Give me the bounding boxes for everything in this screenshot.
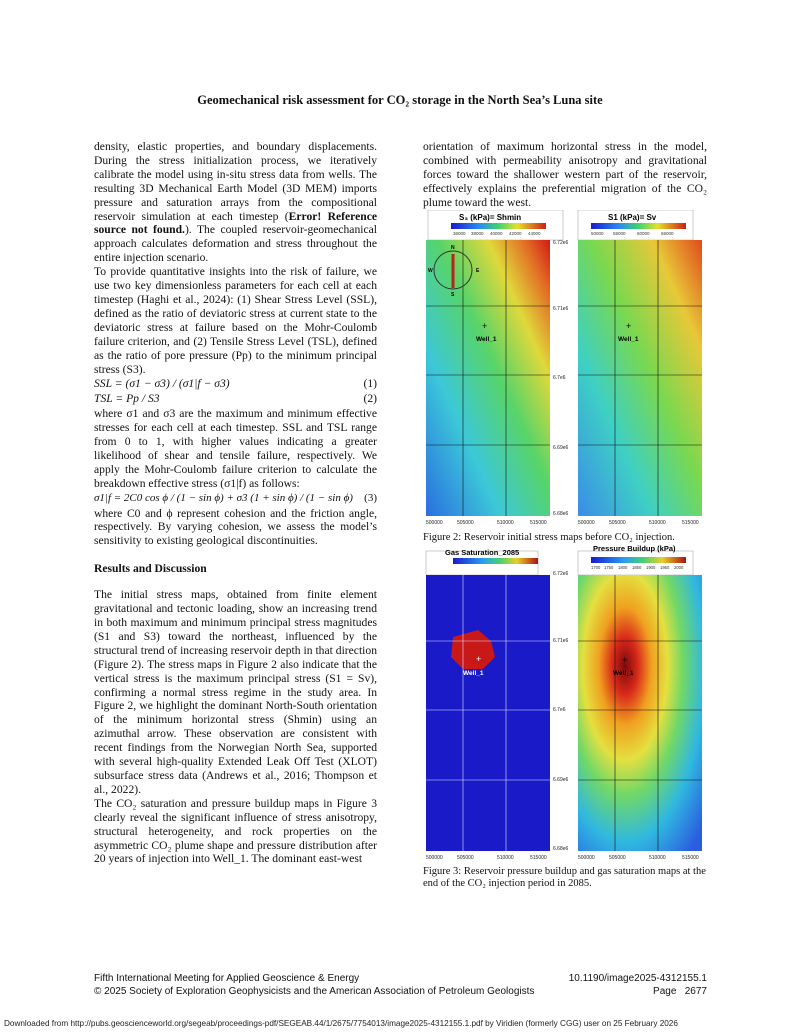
figure-3-maps xyxy=(423,545,713,863)
paragraph-mem xyxy=(94,140,377,265)
paragraph-plume-migration: orientation of maximum horizontal stress in the model, combined with permeability anisotropy and gravitational forces toward the shallower western part of the reservoir, effectively explains the preferential migration of the CO₂ plume toward the west. xyxy=(423,140,707,209)
equation-3 xyxy=(94,492,377,506)
equation-2-number: (2) xyxy=(363,392,377,406)
fig3-right-tick: 1950 xyxy=(660,565,670,570)
figure-2-maps xyxy=(423,210,713,528)
fig2-left-well-label: Well_1 xyxy=(476,336,497,343)
equation-2-body: TSL = Pp / S3 xyxy=(94,392,160,406)
fig3-ytick: 6.7e6 xyxy=(553,707,566,713)
fig3-xtick: 505000 xyxy=(609,855,626,861)
fig2-xtick: 515000 xyxy=(682,520,699,526)
fig2-left-tick: 38000 xyxy=(471,231,484,236)
equation-2 xyxy=(94,392,377,406)
footer-page xyxy=(653,986,707,999)
fig2-right-well-label: Well_1 xyxy=(618,336,639,343)
fig3-xtick: 510000 xyxy=(497,855,514,861)
left-column xyxy=(94,140,377,866)
fig2-ytick: 6.7e6 xyxy=(553,375,566,381)
paragraph-mem-b: ). The coupled reservoir-geomechanical approach calculates deformation and stress throughout the entire injection scenario. xyxy=(94,223,377,265)
fig3-right-tick: 2000 xyxy=(674,565,684,570)
fig3-right-well-label: Well_1 xyxy=(613,670,634,677)
fig3-xtick: 500000 xyxy=(426,855,443,861)
fig3-xtick: 505000 xyxy=(457,855,474,861)
well-marker: + xyxy=(476,654,482,664)
fig2-xtick: 505000 xyxy=(609,520,626,526)
footer-conference: Fifth International Meeting for Applied Geoscience & Energy xyxy=(94,973,360,984)
figure-3-caption: Figure 3: Reservoir pressure buildup and gas saturation maps at the end of the CO₂ injection period in 2085. xyxy=(423,866,706,889)
footer-copyright: © 2025 Society of Exploration Geophysicists and the American Association of Petroleum Geologists xyxy=(94,986,535,997)
equation-3-number: (3) xyxy=(364,491,377,504)
fig3-left-title: Gas Saturation_2085 xyxy=(445,548,520,557)
fig2-ytick: 6.71e6 xyxy=(553,306,569,312)
fig3-ytick: 6.72e6 xyxy=(553,571,569,577)
fig2-xtick: 505000 xyxy=(457,520,474,526)
section-heading: Results and Discussion xyxy=(94,562,207,576)
fig3-right-tick: 1900 xyxy=(646,565,656,570)
right-column-text xyxy=(423,140,707,210)
figure-2-caption: Figure 2: Reservoir initial stress maps before CO₂ injection. xyxy=(423,532,675,543)
paragraph-cohesion: where C0 and ϕ represent cohesion and the friction angle, respectively. By varying cohesion, we assess the model’s sensitivity to existing geological discontinuities. xyxy=(94,506,377,548)
equation-1 xyxy=(94,377,377,391)
fig2-left-tick: 36000 xyxy=(453,231,466,236)
reference-error: Error! Reference source not found. xyxy=(94,209,377,237)
paper-title: Geomechanical risk assessment for CO₂ storage in the North Sea’s Luna site xyxy=(197,93,603,107)
equation-1-body: SSL = (σ1 − σ3) / (σ1|f − σ3) xyxy=(94,377,230,391)
well-marker: + xyxy=(482,321,488,331)
figure-3 xyxy=(423,545,713,863)
paragraph-co2-saturation: The CO₂ saturation and pressure buildup maps in Figure 3 clearly reveal the significant influence of stress anisotropy, structural heterogeneity, and rock properties on the asymmetric CO₂ plume shape and pressure distribution after 20 years of injection into Well_1. The dominant east-west xyxy=(94,796,377,866)
paragraph-stress-maps: The initial stress maps, obtained from finite element gravitational and tectonic loading, show an increasing trend in both maximum and minimum principal stress magnitudes (S1 and S3) toward the northeast, influenced by the structural trend of increasing reservoir depth in that direction (Figure 2). The stress maps in Figure 2 also indicate that the vertical stress is the maximum principal stress (S1 = Sv), confirming a normal stress regime in the study area. In Figure 2, we highlight the dominant North-South orientation of the minimum horizontal stress (Shmin) using an azimuthal arrow. These observation are consistent with recent findings from the Norwegian North Sea, supported with several high-quality Extended Leak Off Test (XLOT) subsurface stress data (Andrews et al., 2016; Thompson et al., 2022). xyxy=(94,588,377,796)
fig3-xtick: 510000 xyxy=(649,855,666,861)
fig3-ytick: 6.71e6 xyxy=(553,638,569,644)
fig3-right-tick: 1800 xyxy=(618,565,628,570)
fig2-ytick: 6.68e6 xyxy=(553,511,569,517)
fig2-left-title: S₃ (kPa)= Shmin xyxy=(459,213,522,222)
well-marker: + xyxy=(626,321,632,331)
download-notice[interactable]: Downloaded from http://pubs.geoscienceworld.org/segeab/proceedings-pdf/SEGEAB.44/1/2675/7754013/image2025-4312155.1.pdf by Viridien (formerly CGG) user on 25 February 2026 xyxy=(4,1019,678,1028)
paragraph-failure-risk: To provide quantitative insights into the risk of failure, we use two key dimensionless parameters for each cell at each timestep (Haghi et al., 2024): (1) Shear Stress Level (SSL), defined as the ratio of deviatoric stress at current state to the deviatoric stress at failure based on the Mohr-Coulomb failure criterion, and (2) Tensile Stress Level (TSL), defined as the ratio of pore pressure (Pp) to the minimum principal stress (S3). xyxy=(94,265,377,376)
fig3-right-tick: 1850 xyxy=(632,565,642,570)
fig2-ytick: 6.69e6 xyxy=(553,445,569,451)
fig2-right-tick: 55000 xyxy=(613,231,626,236)
fig2-xtick: 500000 xyxy=(426,520,443,526)
fig3-left-well-label: Well_1 xyxy=(463,670,484,677)
equation-3-body: σ1|f = 2C0 cos ϕ / (1 − sin ϕ) + σ3 (1 + sin ϕ) / (1 − sin ϕ) xyxy=(94,491,353,504)
fig2-right-tick: 50000 xyxy=(591,231,604,236)
compass-n: N xyxy=(451,245,455,251)
pressure-buildup-map xyxy=(578,575,702,851)
fig3-right-tick: 1750 xyxy=(604,565,614,570)
fig3-xtick: 515000 xyxy=(682,855,699,861)
figure-2 xyxy=(423,210,713,528)
fig2-xtick: 510000 xyxy=(649,520,666,526)
fig2-right-tick: 65000 xyxy=(661,231,674,236)
fig2-left-tick: 42000 xyxy=(509,231,522,236)
paragraph-mem-a: density, elastic properties, and boundary displacements. During the stress initialization process, we iteratively calibrate the model using in-situ stress data from wells. The resulting 3D Mechanical Earth Model (3D MEM) imports pressure and saturation arrays from the compositional reservoir simulation at each timestep ( xyxy=(94,140,377,223)
paragraph-ssl-tsl: where σ1 and σ3 are the maximum and minimum effective stresses for each cell at each timestep. SSL and TSL range from 0 to 1, with higher values indicating a greater likelihood of shear and tensile failure, respectively. We apply the Mohr-Coulomb failure criterion to calculate the breakdown effective stress (σ1|f) as follows: xyxy=(94,407,377,490)
footer-page-number: 2677 xyxy=(684,986,707,997)
fig2-left-tick: 40000 xyxy=(490,231,503,236)
compass-e: E xyxy=(476,268,480,274)
footer-page-label: Page xyxy=(653,986,677,997)
s1-stress-map xyxy=(578,240,702,516)
fig2-xtick: 510000 xyxy=(497,520,514,526)
fig3-ytick: 6.69e6 xyxy=(553,777,569,783)
equation-1-number: (1) xyxy=(363,377,377,391)
gas-saturation-map xyxy=(426,575,550,851)
fig3-ytick: 6.68e6 xyxy=(553,846,569,852)
fig2-xtick: 500000 xyxy=(578,520,595,526)
compass-s: S xyxy=(451,292,455,298)
footer-doi: 10.1190/image2025-4312155.1 xyxy=(568,973,707,984)
fig3-xtick: 515000 xyxy=(530,855,547,861)
s3-stress-map xyxy=(426,240,550,516)
fig2-xtick: 515000 xyxy=(530,520,547,526)
fig3-right-tick: 1700 xyxy=(591,565,601,570)
fig2-right-title: S1 (kPa)= Sv xyxy=(608,213,657,222)
fig3-xtick: 500000 xyxy=(578,855,595,861)
fig3-right-title: Pressure Buildup (kPa) xyxy=(593,545,676,553)
well-marker: + xyxy=(622,655,628,665)
fig2-ytick: 6.72e6 xyxy=(553,240,569,246)
fig2-left-tick: 44000 xyxy=(528,231,541,236)
compass-w: W xyxy=(428,268,433,274)
fig2-right-tick: 60000 xyxy=(637,231,650,236)
